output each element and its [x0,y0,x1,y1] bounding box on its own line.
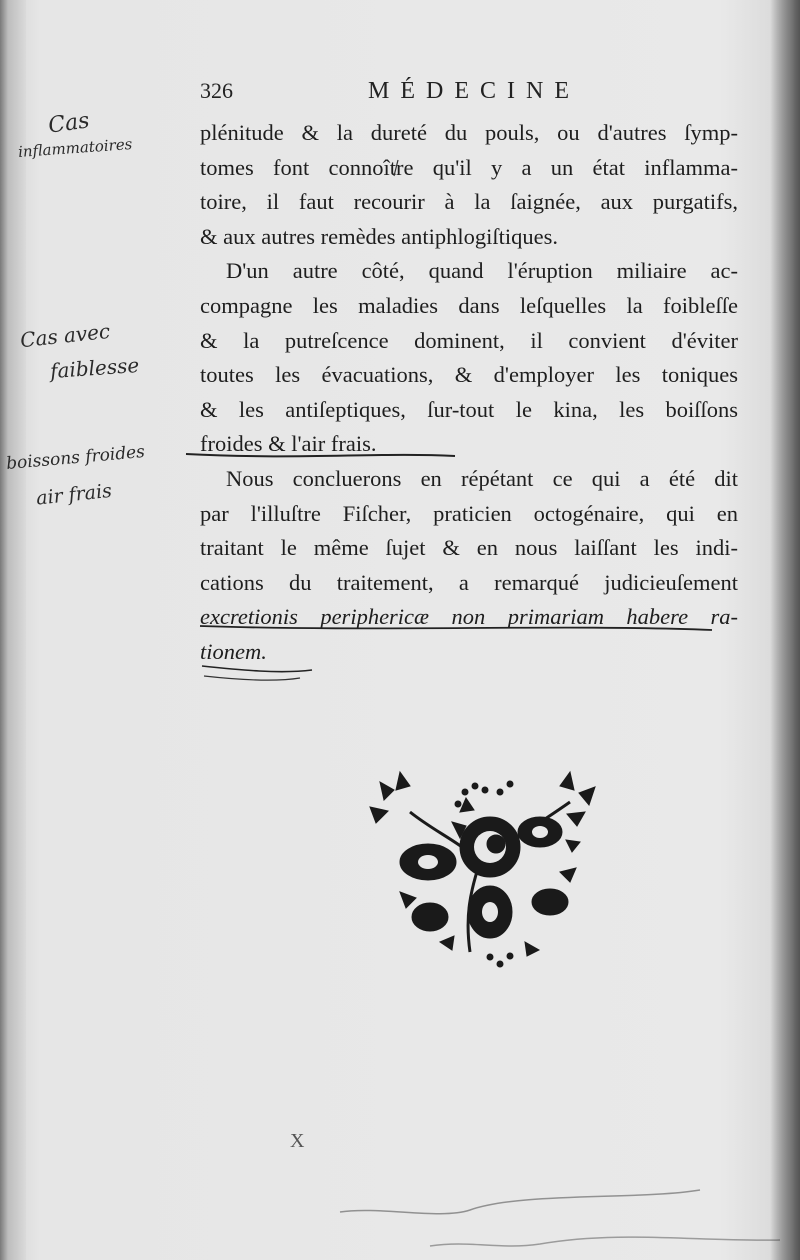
text-line: & aux autres remèdes antiphlogiſtiques. [200,223,559,249]
latin-quote-line: tionem. [200,638,267,664]
text-line: compagne les maladies dans leſquelles la foibleſſe [200,292,738,318]
margin-note-text: boissons froides [5,441,146,475]
margin-note-text: faiblesse [49,352,140,384]
page-number: 326 [200,78,233,103]
floral-ornament [340,752,620,972]
margin-note-3 [5,441,146,510]
bottom-handwriting [0,1170,800,1260]
margin-note-2 [19,318,140,384]
margin-note-1 [17,108,133,161]
text-line: cations du traitement, a remarqué judicieuſement [200,569,738,595]
text-line: par l'illuſtre Fiſcher, praticien octogénaire, qui en [200,500,738,526]
latin-quote-line: excretionis periphericæ non primariam habere ra- [200,604,738,630]
text-line: toutes les évacuations, & d'employer les toniques [200,362,738,388]
margin-note-text: air frais [35,479,113,510]
margin-note-text: Cas [46,108,91,139]
text-line: tomes font connoître qu'il y a un état inflamma- [200,154,738,180]
text-line: plénitude & la dureté du pouls, ou d'autres ſymp- [200,120,738,145]
running-head: MÉDECINE [368,78,580,104]
text-line: froides & l'air frais. [200,431,377,457]
margin-note-text: inflammatoires [17,135,133,161]
text-line: D'un autre côté, quand l'éruption miliaire ac- [226,258,738,284]
text-line: toire, il faut recourir à la ſaignée, aux purgatifs, [200,189,738,215]
signature-mark: X [290,1130,305,1152]
text-line: & les antiſeptiques, ſur-tout le kina, les boiſſons [200,396,738,422]
margin-note-text: Cas avec [19,318,112,353]
text-line: Nous concluerons en répétant ce qui a été dit [226,465,738,491]
text-line: & la putreſcence dominent, il convient d'éviter [200,327,738,353]
text-line: traitant le même ſujet & en nous laiſſant les indi- [200,535,738,561]
